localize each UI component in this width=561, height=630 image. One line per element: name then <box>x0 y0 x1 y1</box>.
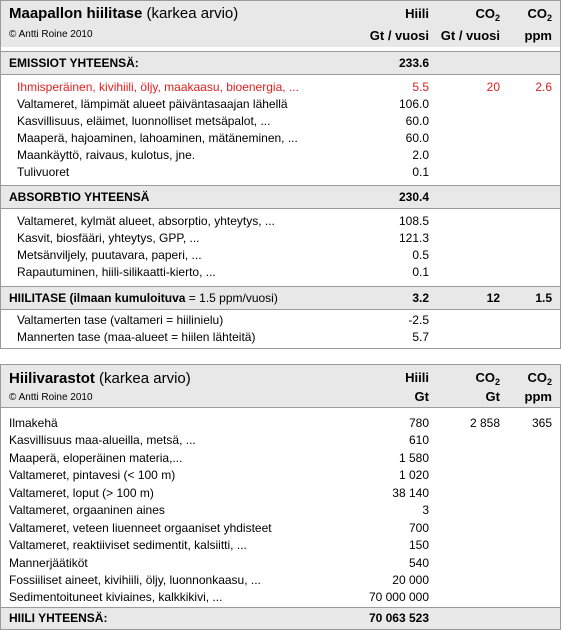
col-carbon-header: Hiili <box>405 6 429 21</box>
row-label: Ilmakehä <box>9 416 58 430</box>
absorption-total: 230.4 <box>398 190 429 204</box>
row-label: Kasvillisuus, eläimet, luonnolliset metsäpalot, ... <box>17 114 271 128</box>
row-carbon: 60.0 <box>405 114 429 128</box>
table-header <box>1 365 560 408</box>
row-carbon: 2.0 <box>412 148 429 162</box>
copyright: © Antti Roine 2010 <box>9 29 93 40</box>
table-row <box>1 147 560 164</box>
row-label: Fossiiliset aineet, kivihiili, öljy, luonnonkaasu, ... <box>9 573 261 587</box>
row-carbon: 20 000 <box>392 573 429 587</box>
table-title: Hiilivarastot (karkea arvio) <box>9 370 191 387</box>
table-row <box>1 329 560 346</box>
table-row <box>1 164 560 181</box>
row-label: Maaperä, hajoaminen, lahoaminen, mätäneminen, ... <box>17 131 298 145</box>
row-label: Mannerten tase (maa-alueet = hiilen lähteitä) <box>17 330 256 344</box>
table-row <box>1 264 560 281</box>
row-carbon: 0.1 <box>412 165 429 179</box>
row-label: Valtamerten tase (valtameri = hiilinielu) <box>17 313 224 327</box>
row-label: Valtameret, reaktiiviset sedimentit, kalsiitti, ... <box>9 538 247 552</box>
carbon-storage-table <box>0 364 561 630</box>
emissions-total: 233.6 <box>398 56 429 70</box>
col-ppm-header: $CO_2$ <box>527 370 552 387</box>
row-co2: 2 858 <box>469 416 500 430</box>
row-carbon: -2.5 <box>408 313 429 327</box>
row-carbon: 0.5 <box>412 248 429 262</box>
row-ppm: 365 <box>531 416 552 430</box>
row-label: Valtameret, kylmät alueet, absorptio, yhteytys, ... <box>17 214 275 228</box>
col-co2-header: $CO_2$ <box>475 370 500 387</box>
storage-total-value: 70 063 523 <box>368 611 429 625</box>
balance-carbon: 3.2 <box>412 291 429 305</box>
col-co2-unit: Gt <box>485 389 500 404</box>
col-carbon-unit: Gt / vuosi <box>369 28 429 43</box>
storage-total-row <box>1 607 560 629</box>
row-carbon: 38 140 <box>392 486 429 500</box>
row-label: Valtameret, orgaaninen aines <box>9 503 165 517</box>
col-ppm-unit: ppm <box>524 389 552 404</box>
col-carbon-header: Hiili <box>405 370 429 385</box>
table-row <box>1 415 560 432</box>
table-row <box>1 537 560 554</box>
table-row <box>1 230 560 247</box>
row-carbon: 70 000 000 <box>368 590 429 604</box>
table-header <box>1 1 560 47</box>
table-row <box>1 467 560 484</box>
col-ppm-unit: ppm <box>524 28 552 43</box>
balance-ppm: 1.5 <box>535 291 552 305</box>
row-label: Ihmisperäinen, kivihiili, öljy, maakaasu, bioenergia, ... <box>17 80 299 94</box>
row-label: Sedimentoituneet kiviaines, kalkkikivi, ... <box>9 590 223 604</box>
row-label: Tulivuoret <box>17 165 70 179</box>
emissions-total-row <box>1 51 560 75</box>
row-carbon: 106.0 <box>398 97 429 111</box>
table-row <box>1 485 560 502</box>
emissions-label: EMISSIOT YHTEENSÄ: <box>9 56 139 70</box>
table-row <box>1 520 560 537</box>
balance-label: HIILITASE (ilmaan kumuloituva = 1.5 ppm/vuosi) <box>9 291 278 305</box>
col-carbon-unit: Gt <box>414 389 429 404</box>
row-carbon: 1 020 <box>398 468 429 482</box>
table-row <box>1 130 560 147</box>
row-label: Rapautuminen, hiili-silikaatti-kierto, ... <box>17 265 216 279</box>
row-carbon: 108.5 <box>398 214 429 228</box>
table-row <box>1 502 560 519</box>
table-row <box>1 432 560 449</box>
table-row <box>1 572 560 589</box>
row-label: Kasvit, biosfääri, yhteytys, GPP, ... <box>17 231 200 245</box>
row-co2: 20 <box>486 80 500 94</box>
row-carbon: 610 <box>408 433 429 447</box>
table-row <box>1 450 560 467</box>
row-label: Valtameret, pintavesi (< 100 m) <box>9 468 176 482</box>
copyright: © Antti Roine 2010 <box>9 392 93 403</box>
col-co2-header: $CO_2$ <box>475 6 500 23</box>
col-ppm-header: $CO_2$ <box>527 6 552 23</box>
row-carbon: 0.1 <box>412 265 429 279</box>
row-carbon: 5.7 <box>412 330 429 344</box>
table-row <box>1 96 560 113</box>
row-label: Metsänviljely, puutavara, paperi, ... <box>17 248 202 262</box>
row-carbon: 121.3 <box>398 231 429 245</box>
row-ppm: 2.6 <box>535 80 552 94</box>
row-carbon: 150 <box>408 538 429 552</box>
balance-row <box>1 286 560 310</box>
row-label: Maaperä, eloperäinen materia,... <box>9 451 183 465</box>
table-row <box>1 555 560 572</box>
row-label: Kasvillisuus maa-alueilla, metsä, ... <box>9 433 196 447</box>
row-label: Valtameret, veteen liuenneet orgaaniset yhdisteet <box>9 521 272 535</box>
row-carbon: 1 580 <box>398 451 429 465</box>
table-row <box>1 213 560 230</box>
row-carbon: 540 <box>408 556 429 570</box>
table-row <box>1 79 560 96</box>
row-carbon: 5.5 <box>412 80 429 94</box>
row-carbon: 3 <box>422 503 429 517</box>
row-label: Mannerjäätiköt <box>9 556 88 570</box>
table-title: Maapallon hiilitase (karkea arvio) <box>9 5 239 22</box>
table-row <box>1 113 560 130</box>
balance-co2: 12 <box>486 291 500 305</box>
table-row <box>1 589 560 606</box>
table-row <box>1 247 560 264</box>
absorption-label: ABSORBTIO YHTEENSÄ <box>9 190 150 204</box>
row-label: Valtameret, loput (> 100 m) <box>9 486 154 500</box>
absorption-total-row <box>1 185 560 209</box>
row-carbon: 700 <box>408 521 429 535</box>
storage-total-label: HIILI YHTEENSÄ: <box>9 611 108 625</box>
row-label: Maankäyttö, raivaus, kulotus, jne. <box>17 148 196 162</box>
row-carbon: 780 <box>408 416 429 430</box>
row-label: Valtameret, lämpimät alueet päiväntasaajan lähellä <box>17 97 288 111</box>
table-row <box>1 312 560 329</box>
row-carbon: 60.0 <box>405 131 429 145</box>
col-co2-unit: Gt / vuosi <box>440 28 500 43</box>
